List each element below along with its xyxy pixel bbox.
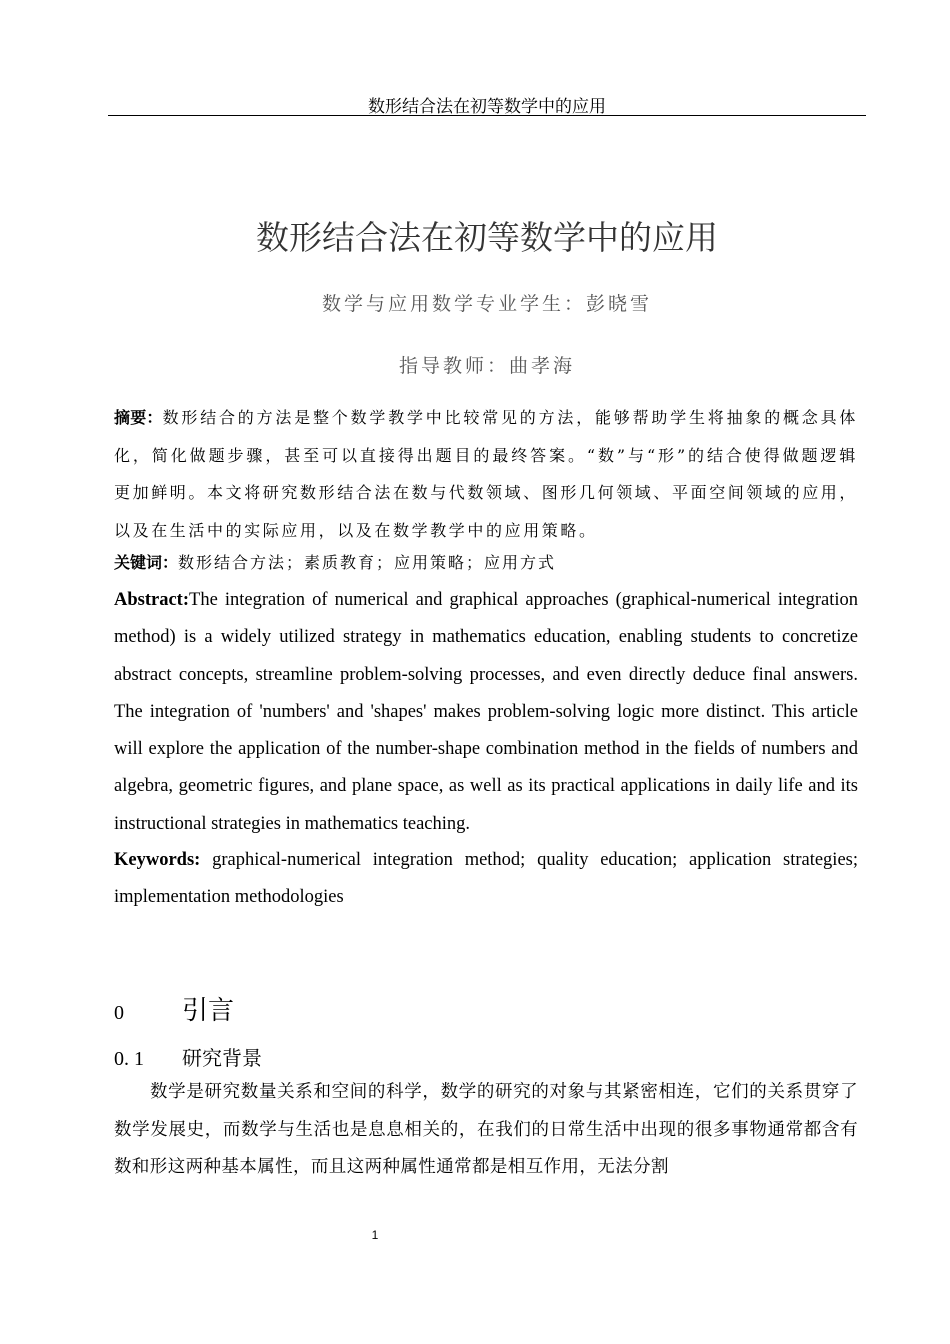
keywords-en-label: Keywords: (114, 850, 201, 870)
subsection-heading-0-1 (114, 1042, 262, 1071)
keywords-en-text: graphical-numerical integration method; quality education; application strategies; implementation methodologies (114, 850, 858, 908)
subsection-number: 0. 1 (114, 1048, 144, 1070)
paper-title: 数形结合法在初等数学中的应用 (256, 218, 718, 257)
section-heading-0 (114, 990, 234, 1027)
abstract-en-label: Abstract: (114, 590, 190, 610)
keywords-cn (114, 548, 858, 578)
author-line: 数学与应用数学专业学生：彭晓雪 (321, 293, 652, 315)
keywords-cn-label: 关键词： (114, 553, 179, 572)
abstract-en (114, 582, 858, 843)
header-rule (108, 115, 866, 116)
body-paragraph: 数学是研究数量关系和空间的科学，数学的研究的对象与其紧密相连，它们的关系贯穿了数学发展史，而数学与生活也是息息相关的，在我们的日常生活中出现的很多事物通常都含有数和形这两种基本属性，而且这两种属性通常都是相互作用，无法分割 (114, 1082, 858, 1177)
running-header: 数形结合法在初等数学中的应用 (368, 97, 606, 117)
abstract-cn (114, 399, 858, 549)
keywords-en (114, 842, 858, 917)
abstract-cn-label: 摘要： (114, 408, 163, 427)
advisor-line: 指导教师：曲孝海 (398, 355, 575, 377)
abstract-en-text: The integration of numerical and graphical approaches (graphical-numerical integration method) is a widely utilized strategy in mathematics education, enabling students to concretize abstract concepts, streamline problem-solving processes, and even directly deduce final answers. The integration of 'numbers' and 'shapes' makes problem-solving logic more distinct. This article will explore the application of the number-shape combination method in the fields of numbers and algebra, geometric figures, and plane space, as well as its practical applications in daily life and its instructional strategies in mathematics teaching. (114, 590, 858, 834)
section-title: 引言 (182, 996, 235, 1026)
subsection-title: 研究背景 (182, 1046, 262, 1070)
section-number: 0 (114, 1002, 124, 1024)
abstract-cn-text: 数形结合的方法是整个数学教学中比较常见的方法，能够帮助学生将抽象的概念具体化，简化做题步骤，甚至可以直接得出题目的最终答案。“数”与“形”的结合使得做题逻辑更加鲜明。本文将研究数形结合法在数与代数领域、图形几何领域、平面空间领域的应用，以及在生活中的实际应用，以及在数学教学中的应用策略。 (114, 408, 859, 540)
page-number: 1 (371, 1228, 379, 1242)
keywords-cn-text: 数形结合方法；素质教育；应用策略；应用方式 (178, 553, 557, 572)
